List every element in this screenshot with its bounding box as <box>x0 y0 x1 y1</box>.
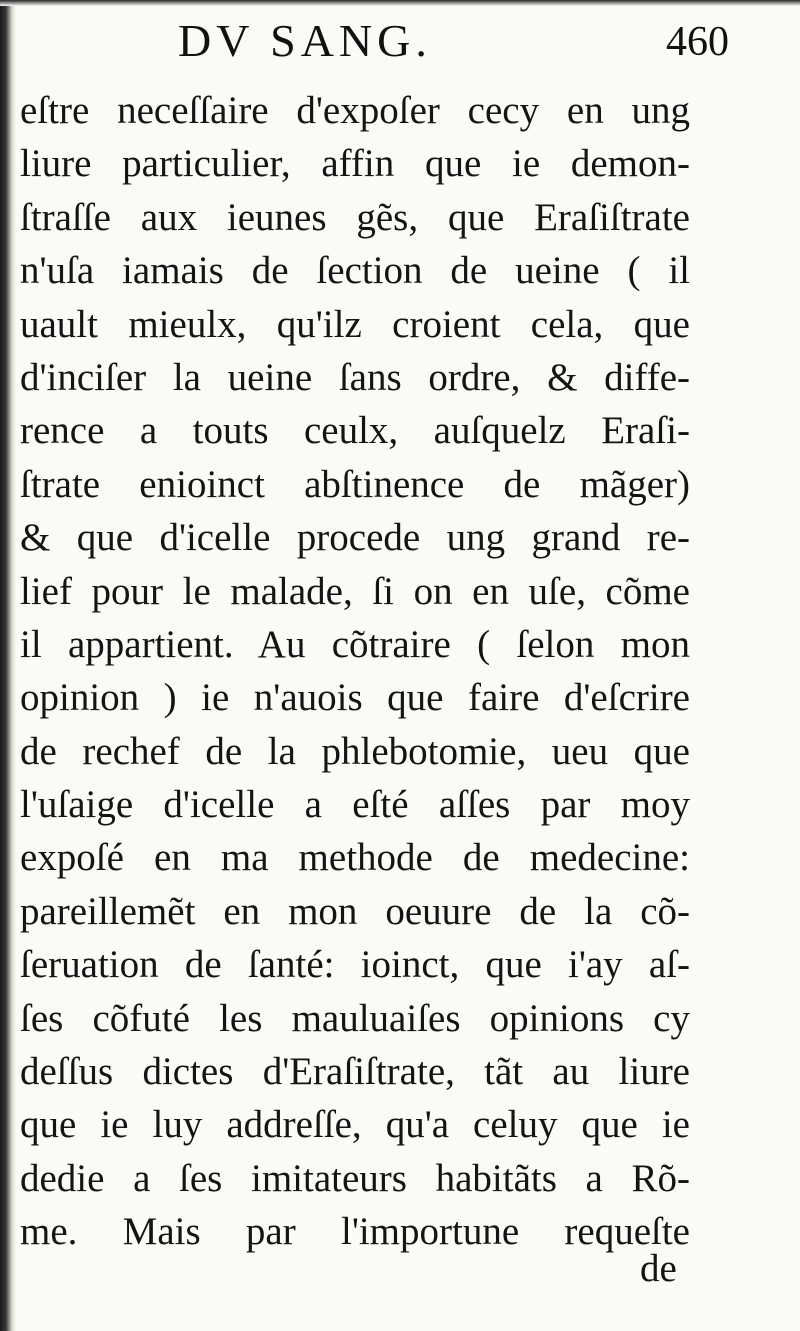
text-line: expoſé en ma methode de medecine: <box>20 836 690 880</box>
catchword: de <box>640 1247 677 1290</box>
body-text <box>20 84 690 1259</box>
page-header <box>0 14 800 74</box>
text-line: n'uſa iamais de ſection de ueine ( il <box>20 249 690 293</box>
page-number: 460 <box>666 19 729 65</box>
page-top-shadow <box>0 0 800 6</box>
text-line: & que d'icelle procede ung grand re- <box>20 516 690 560</box>
text-line: deſſus dictes d'Eraſiſtrate, tãt au liure <box>20 1050 690 1094</box>
text-line: de rechef de la phlebotomie, ueu que <box>20 729 690 773</box>
text-line: l'uſaige d'icelle a eſté aſſes par moy <box>20 783 690 827</box>
text-line: ſtrate enioinct abſtinence de mãger) <box>20 462 690 506</box>
text-line: lief pour le malade, ſi on en uſe, cõme <box>20 569 690 613</box>
text-line: dedie a ſes imitateurs habitãts a Rõ- <box>20 1156 690 1200</box>
text-line: opinion ) ie n'auois que faire d'eſcrire <box>20 676 690 720</box>
text-line: il appartient. Au cõtraire ( ſelon mon <box>20 622 690 666</box>
page-gutter-shadow <box>0 0 16 1331</box>
text-line: uault mieulx, qu'ilz croient cela, que <box>20 302 690 346</box>
text-line: que ie luy addreſſe, qu'a celuy que ie <box>20 1103 690 1147</box>
text-line: d'inciſer la ueine ſans ordre, & diffe- <box>20 355 690 399</box>
text-line: ſtraſſe aux ieunes gẽs, que Eraſiſtrate <box>20 195 690 239</box>
text-line: me. Mais par l'importune requeſte <box>20 1210 690 1254</box>
text-line: rence a touts ceulx, auſquelz Eraſi- <box>20 409 690 453</box>
text-line: liure particulier, affin que ie demon- <box>20 142 690 186</box>
text-line: pareillemẽt en mon oeuure de la cõ- <box>20 889 690 933</box>
text-line: ſeruation de ſanté: ioinct, que i'ay aſ- <box>20 943 690 987</box>
text-line: ſes cõfuté les mauluaiſes opinions cy <box>20 996 690 1040</box>
text-line: eſtre neceſſaire d'expoſer cecy en ung <box>20 89 690 132</box>
running-title: DV SANG. <box>178 15 432 66</box>
